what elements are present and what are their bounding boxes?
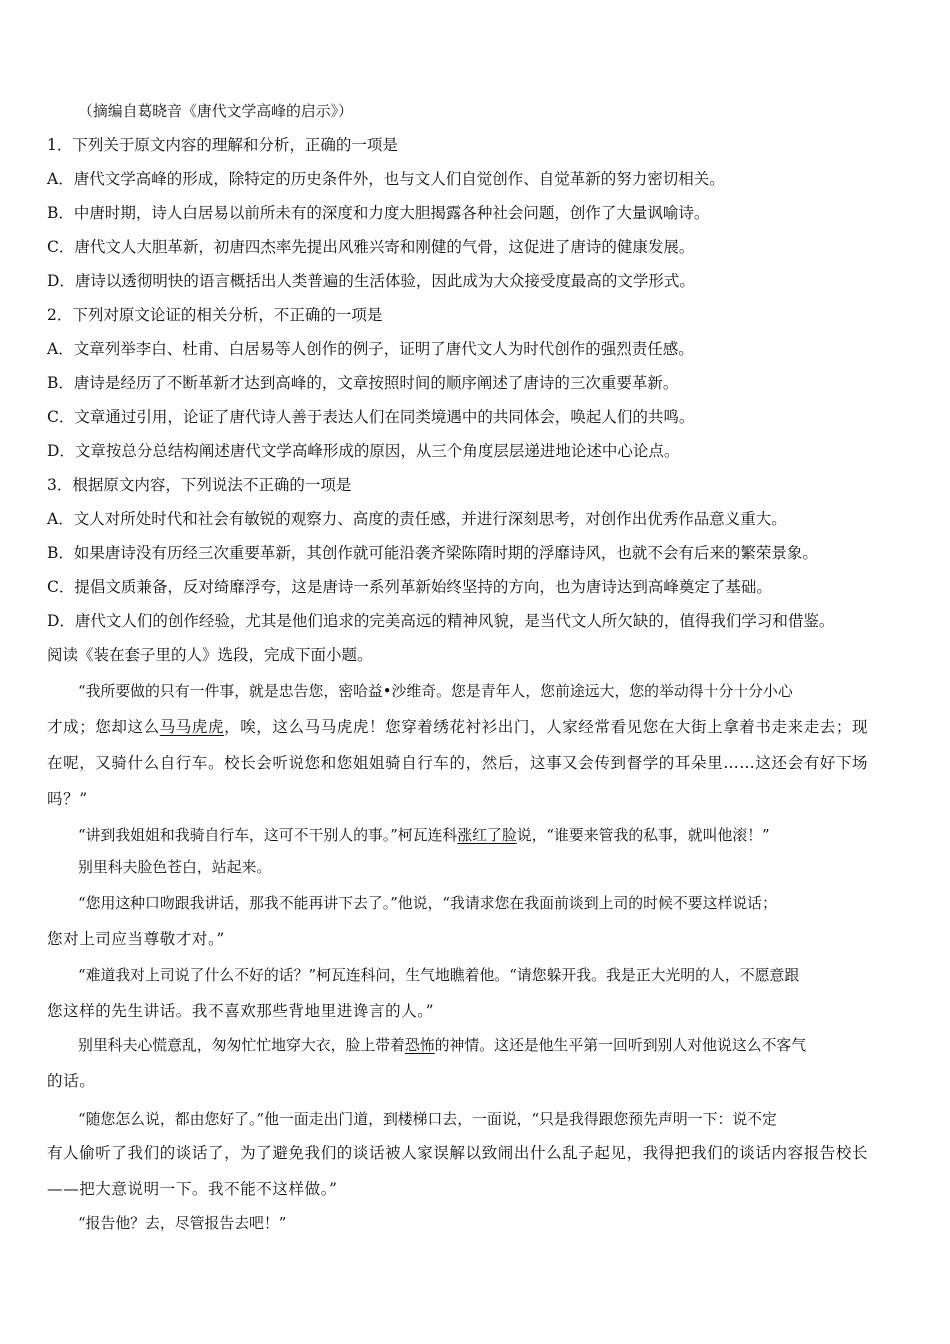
underlined-phrase: 恐怖 xyxy=(404,1036,435,1054)
question-1-option-d: D．唐诗以透彻明快的语言概括出人类普遍的生活体验，因此成为大众接受度最高的文学形式。 xyxy=(47,272,695,290)
passage-line: 在呢，又骑什么自行车。校长会听说您和您姐姐骑自行车的，然后，这事又会传到督学的耳朵里……这还会有好下场 xyxy=(47,754,869,772)
passage-line: ——把大意说明一下。我不能不这样做。” xyxy=(47,1180,338,1198)
passage-line xyxy=(47,717,907,737)
question-2-option-a: A．文章列举李白、杜甫、白居易等人创作的例子，证明了唐代文人为时代创作的强烈责任感。 xyxy=(47,340,694,358)
passage-line: 的话。 xyxy=(47,1072,96,1090)
passage-line: 您这样的先生讲话。我不喜欢那些背地里进谗言的人。” xyxy=(47,1002,435,1020)
reading-intro: 阅读《装在套子里的人》选段，完成下面小题。 xyxy=(47,646,373,664)
passage-line: “我所要做的只有一件事，就是忠告您，密哈益•沙维奇。您是青年人，您前途远大，您的举动得十分十分小心 xyxy=(78,682,793,700)
passage-text: “讲到我姐姐和我骑自行车，这可不干别人的事。”柯瓦连科 xyxy=(78,826,458,844)
underlined-phrase: 马马虎虎 xyxy=(159,718,225,736)
passage-line: “难道我对上司说了什么不好的话？”柯瓦连科问，生气地瞧着他。“请您躲开我。我是正大光明的人，不愿意跟 xyxy=(78,966,800,984)
passage-line: 您对上司应当尊敬才对。” xyxy=(47,930,225,948)
question-3-stem: 3．根据原文内容，下列说法不正确的一项是 xyxy=(47,476,352,494)
question-1-option-b: B．中唐时期，诗人白居易以前所未有的深度和力度大胆揭露各种社会问题，创作了大量讽喻诗。 xyxy=(47,204,710,222)
passage-line: “您用这种口吻跟我讲话，那我不能再讲下去了。”他说，“我请求您在我面前谈到上司的时候不要这样说话； xyxy=(78,894,777,912)
question-2-stem: 2．下列对原文论证的相关分析，不正确的一项是 xyxy=(47,306,383,324)
passage-line xyxy=(78,1035,938,1055)
question-1-option-a: A．唐代文学高峰的形成，除特定的历史条件外，也与文人们自觉创作、自觉革新的努力密切相关。 xyxy=(47,170,725,188)
passage-line: “报告他？去，尽管报告去吧！” xyxy=(78,1214,287,1232)
question-3-option-b: B．如果唐诗没有历经三次重要革新，其创作就可能沿袭齐梁陈隋时期的浮靡诗风，也就不会有后来的繁荣景象。 xyxy=(47,544,818,562)
passage-text: 才成；您却这么 xyxy=(47,718,160,736)
question-3-option-c: C．提倡文质兼备，反对绮靡浮夸，这是唐诗一系列革新始终坚持的方向，也为唐诗达到高峰奠定了基础。 xyxy=(47,578,772,596)
passage-line: 有人偷听了我们的谈话了，为了避免我们的谈话被人家误解以致闹出什么乱子起见，我得把我们的谈话内容报告校长 xyxy=(47,1144,869,1162)
question-1-stem: 1．下列关于原文内容的理解和分析，正确的一项是 xyxy=(47,136,398,154)
question-2-option-b: B．唐诗是经历了不断革新才达到高峰的，文章按照时间的顺序阐述了唐诗的三次重要革新。 xyxy=(47,374,679,392)
question-3-option-d: D．唐代文人们的创作经验，尤其是他们追求的完美高远的精神风貌，是当代文人所欠缺的，值得我们学习和借鉴。 xyxy=(47,612,835,630)
question-1-option-c: C．唐代文人大胆革新，初唐四杰率先提出风雅兴寄和刚健的气骨，这促进了唐诗的健康发展。 xyxy=(47,238,695,256)
passage-line: 吗？” xyxy=(47,790,88,808)
question-2-option-c: C．文章通过引用，论证了唐代诗人善于表达人们在同类境遇中的共同体会，唤起人们的共鸣。 xyxy=(47,408,695,426)
passage-text: 别里科夫心慌意乱，匆匆忙忙地穿大衣，脸上带着 xyxy=(78,1036,405,1054)
passage-line xyxy=(78,825,938,845)
question-3-option-a: A．文人对所处时代和社会有敏锐的观察力、高度的责任感，并进行深刻思考，对创作出优秀作品意义重大。 xyxy=(47,510,787,528)
passage-line: “随您怎么说，都由您好了。”他一面走出门道，到楼梯口去，一面说，“只是我得跟您预先声明一下：说不定 xyxy=(78,1110,777,1128)
passage-text: 的神情。这还是他生平第一回听到别人对他说这么不客气 xyxy=(434,1036,807,1054)
source-citation: （摘编自葛晓音《唐代文学高峰的启示》） xyxy=(78,102,353,120)
passage-text: 说，“谁要来管我的私事，就叫他滚！” xyxy=(516,826,770,844)
passage-line: 别里科夫脸色苍白，站起来。 xyxy=(78,858,272,876)
question-2-option-d: D．文章按总分总结构阐述唐代文学高峰形成的原因，从三个角度层层递进地论述中心论点。 xyxy=(47,442,680,460)
underlined-phrase: 涨红了脸 xyxy=(457,826,517,844)
passage-text: ，唉，这么马马虎虎！您穿着绣花衬衫出门，人家经常看见您在大街上拿着书走来走去；现 xyxy=(224,718,869,736)
